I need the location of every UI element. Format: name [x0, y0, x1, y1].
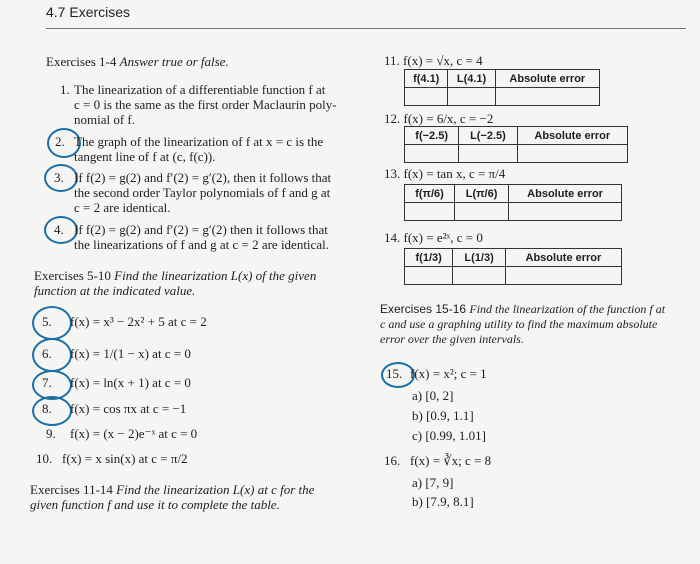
table-11-cell[interactable] [495, 88, 599, 106]
exercise-3-number: 3. [54, 170, 64, 185]
intro-exercises-15-16: Exercises 15-16 Find the linearization of the function f at [380, 302, 666, 316]
table-11 [404, 69, 600, 106]
exercise-16-number: 16. [384, 453, 401, 468]
table-13 [404, 184, 622, 221]
table-14 [404, 248, 622, 285]
exercise-6-text: f(x) = 1/(1 − x) at c = 0 [70, 346, 191, 361]
table-14-col-3: Absolute error [505, 249, 621, 267]
exercise-4-number: 4. [54, 222, 64, 237]
table-12-col-3: Absolute error [517, 127, 627, 145]
exercise-5-number: 5. [42, 314, 52, 329]
handwritten-circle-5 [32, 306, 72, 340]
table-11-col-2: L(4.1) [448, 70, 495, 88]
exercise-16-part-a: a) [7, 9] [412, 475, 454, 490]
exercise-7-number: 7. [42, 375, 52, 390]
exercise-1-line-3: nomial of f. [74, 112, 136, 127]
table-12-cell[interactable] [517, 145, 627, 163]
exercise-15-number: 15. [386, 366, 403, 381]
table-14-col-2: L(1/3) [453, 249, 506, 267]
table-14-cell[interactable] [453, 267, 506, 285]
table-11-cell[interactable] [448, 88, 495, 106]
exercise-13-function: 13. f(x) = tan x, c = π/4 [384, 166, 506, 181]
intro-exercises-15-16-line-3: error over the given intervals. [380, 332, 524, 346]
table-13-col-3: Absolute error [509, 185, 622, 203]
exercise-1-line-2: c = 0 is the same as the first order Maclaurin poly- [74, 97, 337, 112]
exercise-12-function: 12. f(x) = 6/x, c = −2 [384, 111, 494, 126]
exercise-4-line-2: the linearizations of f and g at c = 2 are identical. [74, 237, 329, 252]
table-14-cell[interactable] [405, 267, 453, 285]
section-title: 4.7 Exercises [46, 4, 131, 20]
exercise-9-number: 9. [46, 426, 56, 441]
intro-exercises-15-16-line-2: c and use a graphing utility to find the maximum absolute [380, 317, 658, 331]
exercise-2-number: 2. [55, 134, 65, 149]
exercise-3-line-3: c = 2 are identical. [74, 200, 171, 215]
exercise-15-part-b: b) [0.9, 1.1] [412, 408, 474, 423]
exercise-7-text: f(x) = ln(x + 1) at c = 0 [70, 375, 191, 390]
exercise-9-text: f(x) = (x − 2)e⁻ˣ at c = 0 [70, 426, 198, 441]
exercise-15-part-a: a) [0, 2] [412, 388, 454, 403]
exercise-16-part-b: b) [7.9, 8.1] [412, 494, 474, 509]
table-11-cell[interactable] [405, 88, 448, 106]
exercise-10-number: 10. [36, 451, 53, 466]
exercise-1-line-1: The linearization of a differentiable function f at [74, 82, 326, 97]
intro-exercises-1-4: Exercises 1-4 Answer true or false. [46, 54, 229, 69]
exercise-14-function: 14. f(x) = e²ˣ, c = 0 [384, 230, 483, 245]
exercise-15-function: f(x) = x²; c = 1 [410, 366, 487, 381]
table-13-cell[interactable] [509, 203, 622, 221]
intro-exercises-11-14-line-2: given function f and use it to complete the table. [30, 497, 280, 512]
exercise-8-text: f(x) = cos πx at c = −1 [70, 401, 187, 416]
exercise-1-number: 1. [60, 82, 70, 97]
table-12-cell[interactable] [405, 145, 459, 163]
handwritten-circle-6 [32, 338, 72, 372]
table-11-col-1: f(4.1) [405, 70, 448, 88]
table-14-col-1: f(1/3) [405, 249, 453, 267]
exercise-8-number: 8. [42, 401, 52, 416]
table-13-col-1: f(π/6) [405, 185, 455, 203]
intro-exercises-5-10-line-2: function at the indicated value. [34, 283, 196, 298]
table-13-col-2: L(π/6) [455, 185, 509, 203]
header-rule [46, 28, 686, 29]
table-13-cell[interactable] [405, 203, 455, 221]
exercise-16-function: f(x) = ∛x; c = 8 [410, 453, 492, 468]
exercise-2-line-1: The graph of the linearization of f at x = c is the [74, 134, 324, 149]
exercise-5-text: f(x) = x³ − 2x² + 5 at c = 2 [70, 314, 207, 329]
table-13-cell[interactable] [455, 203, 509, 221]
exercise-4-line-1: If f(2) = g(2) and f′(2) = g′(2) then it follows that [74, 222, 328, 237]
table-12-col-1: f(−2.5) [405, 127, 459, 145]
exercise-10-text: f(x) = x sin(x) at c = π/2 [62, 451, 188, 466]
table-11-col-3: Absolute error [495, 70, 599, 88]
exercise-3-line-2: the second order Taylor polynomials of f and g at [74, 185, 331, 200]
exercise-6-number: 6. [42, 346, 52, 361]
table-12-col-2: L(−2.5) [459, 127, 517, 145]
table-12 [404, 126, 628, 163]
exercise-11-function: 11. f(x) = √x, c = 4 [384, 53, 483, 68]
exercise-2-line-2: tangent line of f at (c, f(c)). [74, 149, 216, 164]
table-12-cell[interactable] [459, 145, 517, 163]
intro-exercises-5-10: Exercises 5-10 Find the linearization L(x) of the given [34, 268, 317, 283]
table-14-cell[interactable] [505, 267, 621, 285]
intro-exercises-11-14: Exercises 11-14 Find the linearization L(x) at c for the [30, 482, 315, 497]
exercise-3-line-1: If f(2) = g(2) and f′(2) = g′(2), then it follows that [74, 170, 332, 185]
exercise-15-part-c: c) [0.99, 1.01] [412, 428, 487, 443]
handwritten-circle-8 [32, 396, 72, 426]
